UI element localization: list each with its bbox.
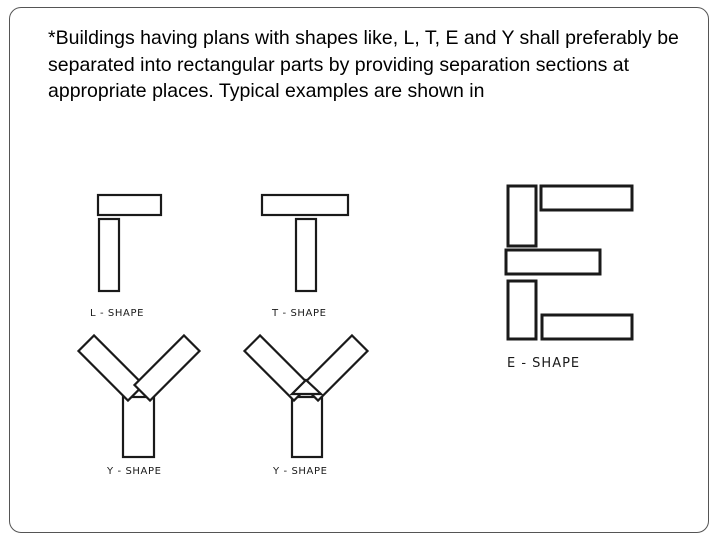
e-shape-figure — [506, 186, 632, 371]
e-shape-middle-arm-block — [506, 250, 600, 274]
y-shape-2-stem-block — [292, 397, 322, 457]
t-shape-figure — [262, 195, 348, 319]
t-shape-label: T - SHAPE — [272, 308, 327, 319]
t-shape-top-block — [262, 195, 348, 215]
y-shape-1-left-arm-block — [78, 335, 143, 400]
y-shape-1-right-arm-block — [134, 335, 199, 400]
l-shape-figure — [90, 195, 161, 319]
y-shape-1-label: Y - SHAPE — [107, 466, 162, 477]
l-shape-top-block — [98, 195, 161, 215]
e-shape-label: E - SHAPE — [507, 356, 581, 371]
e-shape-lower-vertical-block — [508, 281, 536, 339]
l-shape-vertical-block — [99, 219, 119, 291]
y-shape-figure-1 — [78, 335, 199, 477]
l-shape-label: L - SHAPE — [90, 308, 144, 319]
body-text: *Buildings having plans with shapes like, L, T, E and Y shall preferably be separated into rectangular parts by providing separation sections at appropriate places. Typical examples are shown in — [48, 27, 679, 102]
e-shape-bottom-arm-block — [542, 315, 632, 339]
t-shape-vertical-block — [296, 219, 316, 291]
e-shape-top-arm-block — [541, 186, 632, 210]
e-shape-upper-vertical-block — [508, 186, 536, 246]
y-shape-figure-2 — [244, 335, 367, 477]
y-shape-1-stem-block — [123, 397, 154, 457]
y-shape-2-label: Y - SHAPE — [273, 466, 328, 477]
